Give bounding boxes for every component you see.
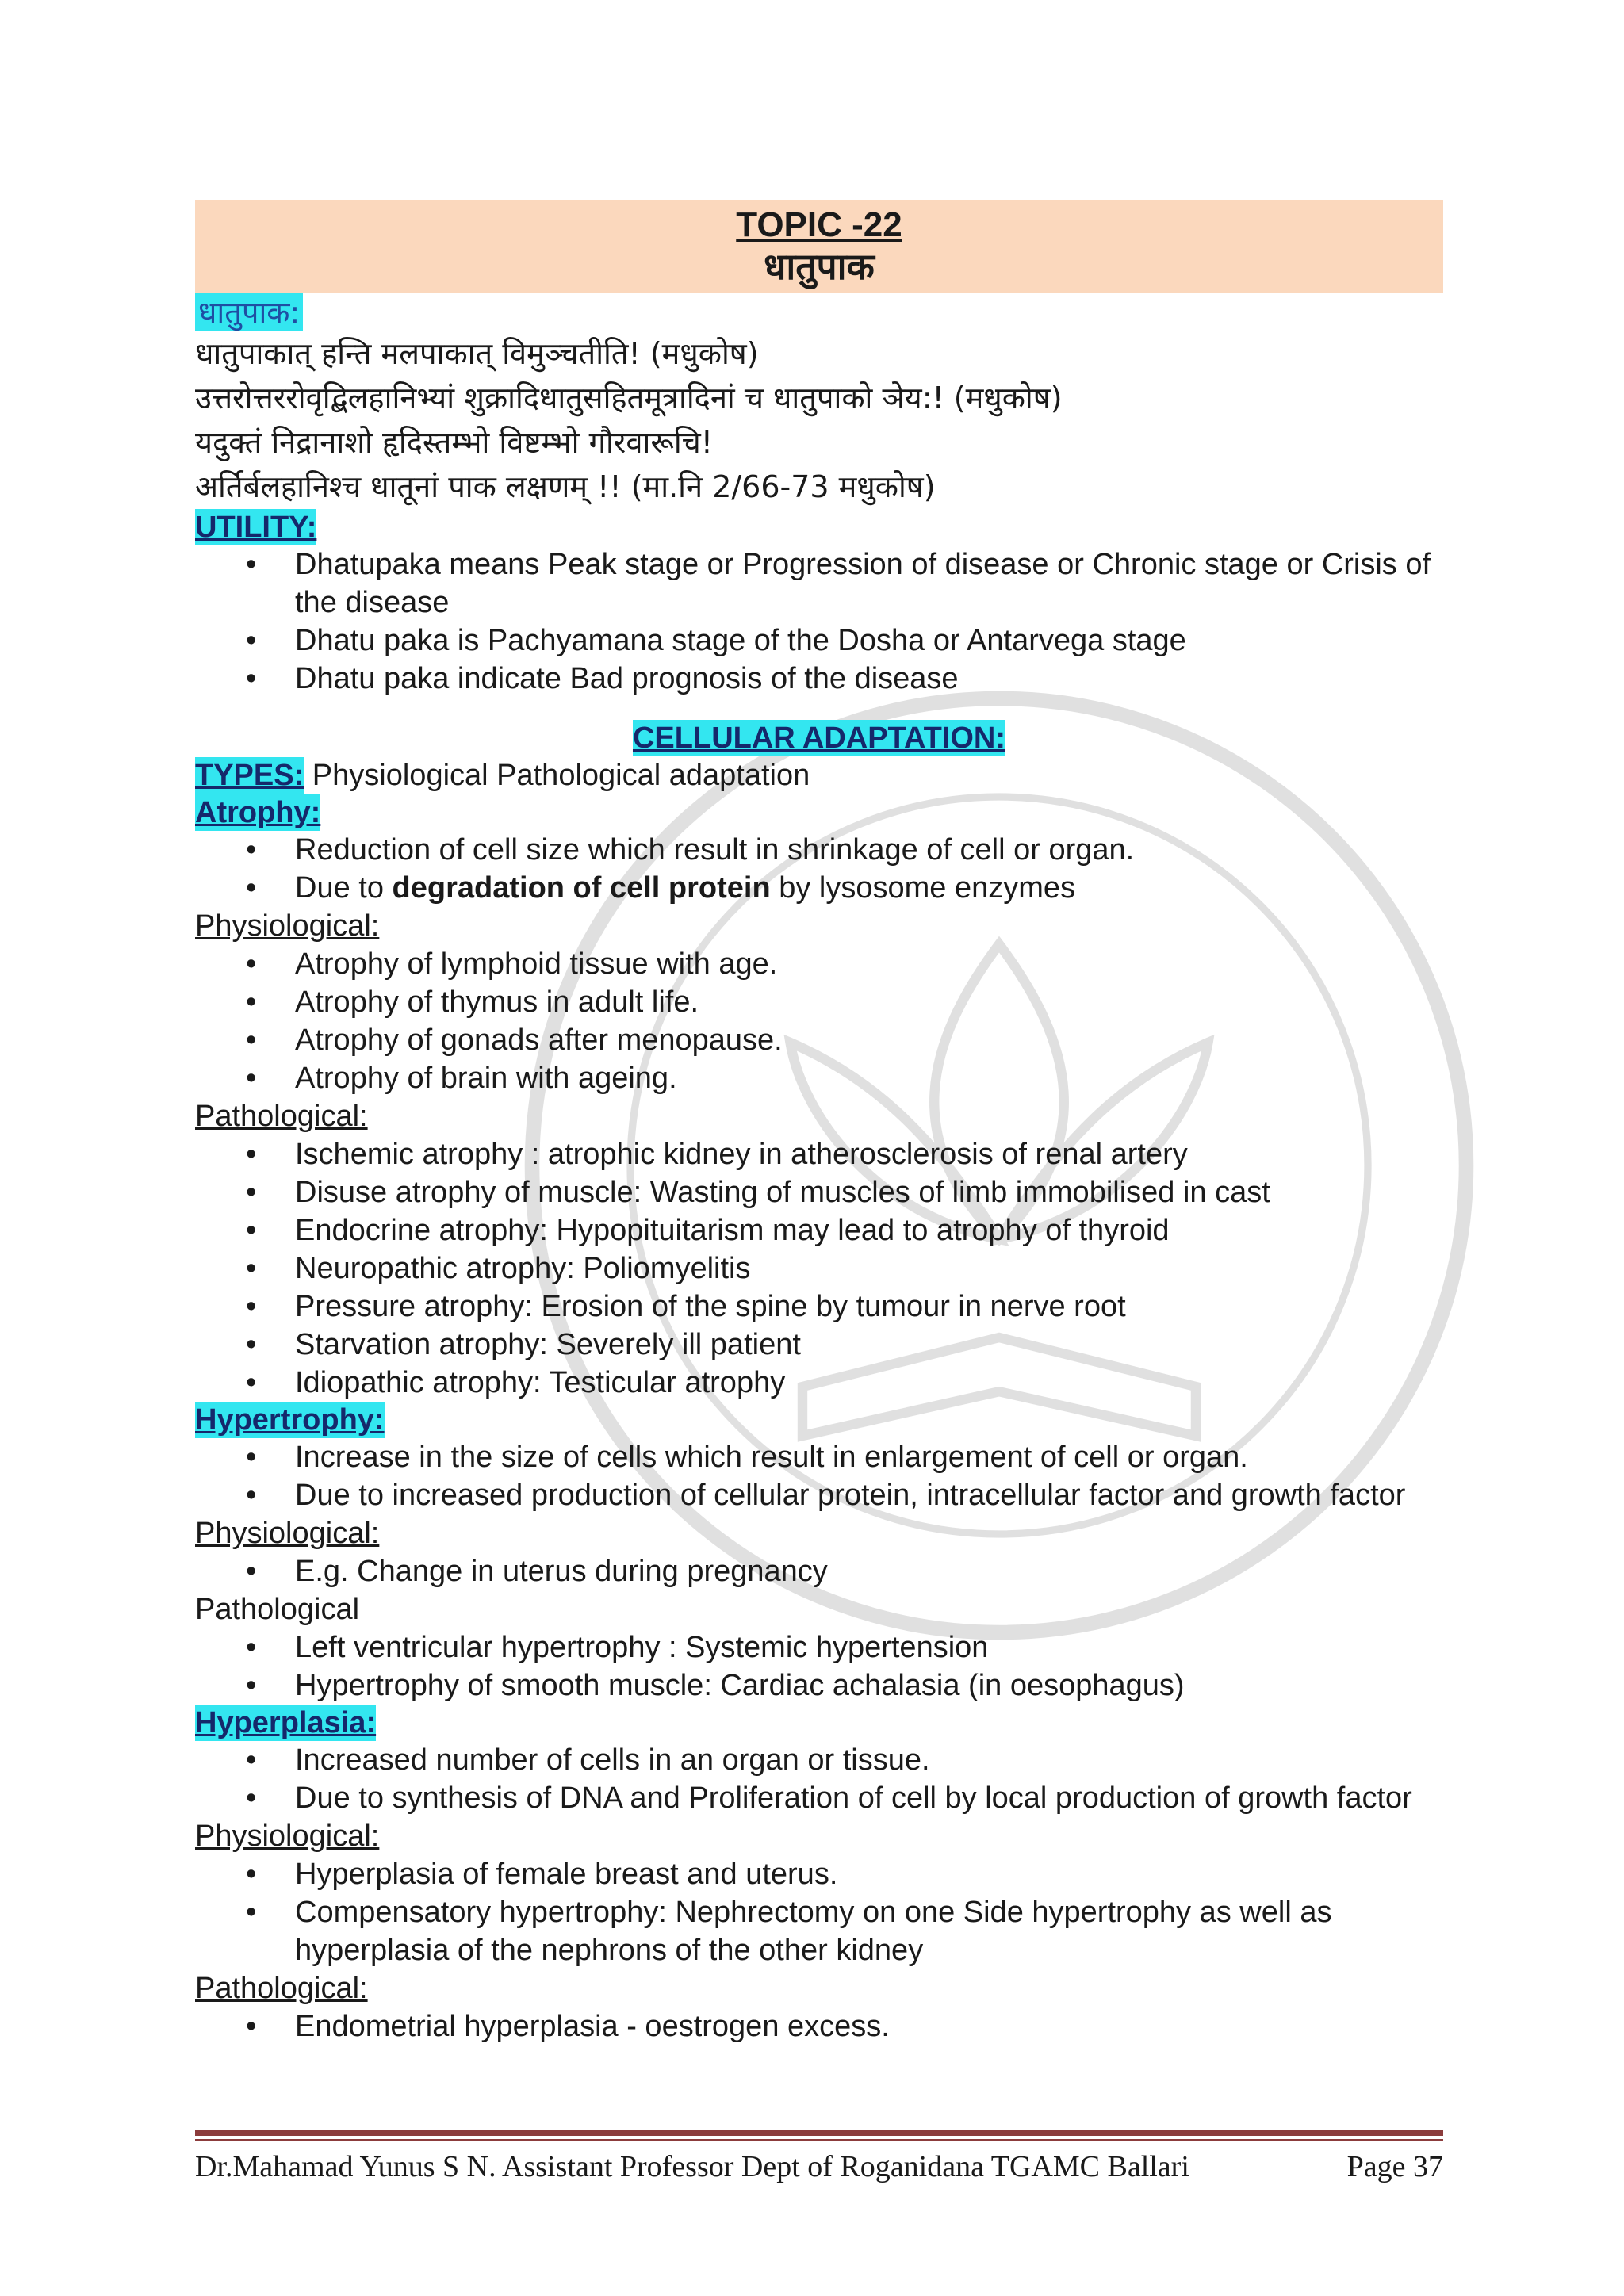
list-item: • Dhatupaka means Peak stage or Progression of disease or Chronic stage or Crisis of the disease [246,548,1431,619]
types-text: Physiological Pathological adaptation [304,759,810,792]
list-item: • Atrophy of gonads after menopause. [246,1024,783,1057]
list-item: • Disuse atrophy of muscle: Wasting of muscles of limb immobilised in cast [246,1176,1270,1209]
list-item: • Increase in the size of cells which result in enlargement of cell or organ. [246,1441,1248,1474]
atrophy-section [195,794,1443,1402]
list-item: • Dhatu paka is Pachyamana stage of the Dosha or Antarvega stage [246,624,1186,657]
atrophy-pathological-label: Pathological: [195,1100,368,1133]
list-item: • Idiopathic atrophy: Testicular atrophy [246,1366,786,1399]
page-number: Page 37 [1346,2150,1443,2183]
list-item: • Increased number of cells in an organ or tissue. [246,1743,930,1777]
list-item: • Dhatu paka indicate Bad prognosis of the disease [246,662,959,695]
list-item: • Atrophy of thymus in adult life. [246,985,699,1019]
hypertrophy-physiological-label: Physiological: [195,1517,380,1550]
page-content [195,200,1443,2045]
list-item: • Due to degradation of cell protein by lysosome enzymes [246,871,1076,905]
hyperplasia-heading: Hyperplasia: [195,1706,377,1739]
topic-name: धातुपाक [764,245,875,288]
hypertrophy-pathological-label: Pathological [195,1593,360,1626]
dhatupaka-label: धातुपाक: [195,293,303,331]
footer-divider-thin [195,2139,1443,2141]
verse-line: धातुपाकात् हन्ति मलपाकात् विमुञ्चतीति! (मधुकोष) [195,336,759,371]
dhatupaka-section [195,293,1443,509]
footer-divider [195,2130,1443,2136]
verse-line: अर्तिर्बलहानिश्च धातूनां पाक लक्षणम् !! (मा.नि 2/66-73 मधुकोष) [195,469,936,504]
page-footer [195,2147,1443,2187]
hypertrophy-heading: Hypertrophy: [195,1403,385,1437]
verse-line: उत्तरोत्तररोवृद्बिलहानिभ्यां शुक्रादिधातुसहितमूत्रादिनां च धातुपाको ञेय:! (मधुकोष) [195,381,1063,415]
list-item: • Reduction of cell size which result in shrinkage of cell or organ. [246,833,1135,867]
list-item: • Atrophy of brain with ageing. [246,1062,677,1095]
types-label: TYPES: [195,759,304,792]
list-item: • Pressure atrophy: Erosion of the spine by tumour in nerve root [246,1290,1126,1323]
hyperplasia-pathological-label: Pathological: [195,1972,368,2005]
list-item: • Ischemic atrophy : atrophic kidney in atherosclerosis of renal artery [246,1138,1188,1171]
list-item: • Endocrine atrophy: Hypopituitarism may lead to atrophy of thyroid [246,1214,1170,1247]
footer-author: Dr.Mahamad Yunus S N. Assistant Professor Dept of Roganidana TGAMC Ballari [195,2150,1189,2183]
list-item: • Atrophy of lymphoid tissue with age. [246,947,778,981]
hyperplasia-physiological-label: Physiological: [195,1820,380,1853]
list-item: • Starvation atrophy: Severely ill patient [246,1328,801,1361]
cellular-adaptation-heading: CELLULAR ADAPTATION: [632,721,1005,755]
list-item: • Left ventricular hypertrophy : Systemic hypertension [246,1631,989,1664]
hypertrophy-section [195,1402,1443,1705]
list-item: • Due to synthesis of DNA and Proliferation of cell by local production of growth factor [246,1781,1412,1815]
hyperplasia-section [195,1705,1443,2045]
topic-banner [195,200,1443,293]
types-line [195,756,1443,794]
verse-line: यदुक्तं निद्रानाशो हृदिस्तम्भो विष्टम्भो गौरवारूचि! [195,425,714,460]
list-item: • E.g. Change in uterus during pregnancy [246,1555,828,1588]
list-item: • Endometrial hyperplasia - oestrogen excess. [246,2010,890,2043]
cellular-adaptation-title-row [195,720,1443,756]
topic-number: TOPIC -22 [736,205,902,244]
list-item: • Neuropathic atrophy: Poliomyelitis [246,1252,751,1285]
utility-heading: UTILITY: [195,511,317,544]
list-item: • Hypertrophy of smooth muscle: Cardiac achalasia (in oesophagus) [246,1669,1185,1702]
atrophy-physiological-label: Physiological: [195,909,380,943]
list-item: • Due to increased production of cellular protein, intracellular factor and growth factor [246,1479,1406,1512]
list-item: • Compensatory hypertrophy: Nephrectomy on one Side hypertrophy as well as hyperplasia of the nephrons of the other kidney [246,1896,1332,1967]
utility-section [195,509,1443,698]
list-item: • Hyperplasia of female breast and uterus. [246,1858,838,1891]
atrophy-heading: Atrophy: [195,796,321,829]
